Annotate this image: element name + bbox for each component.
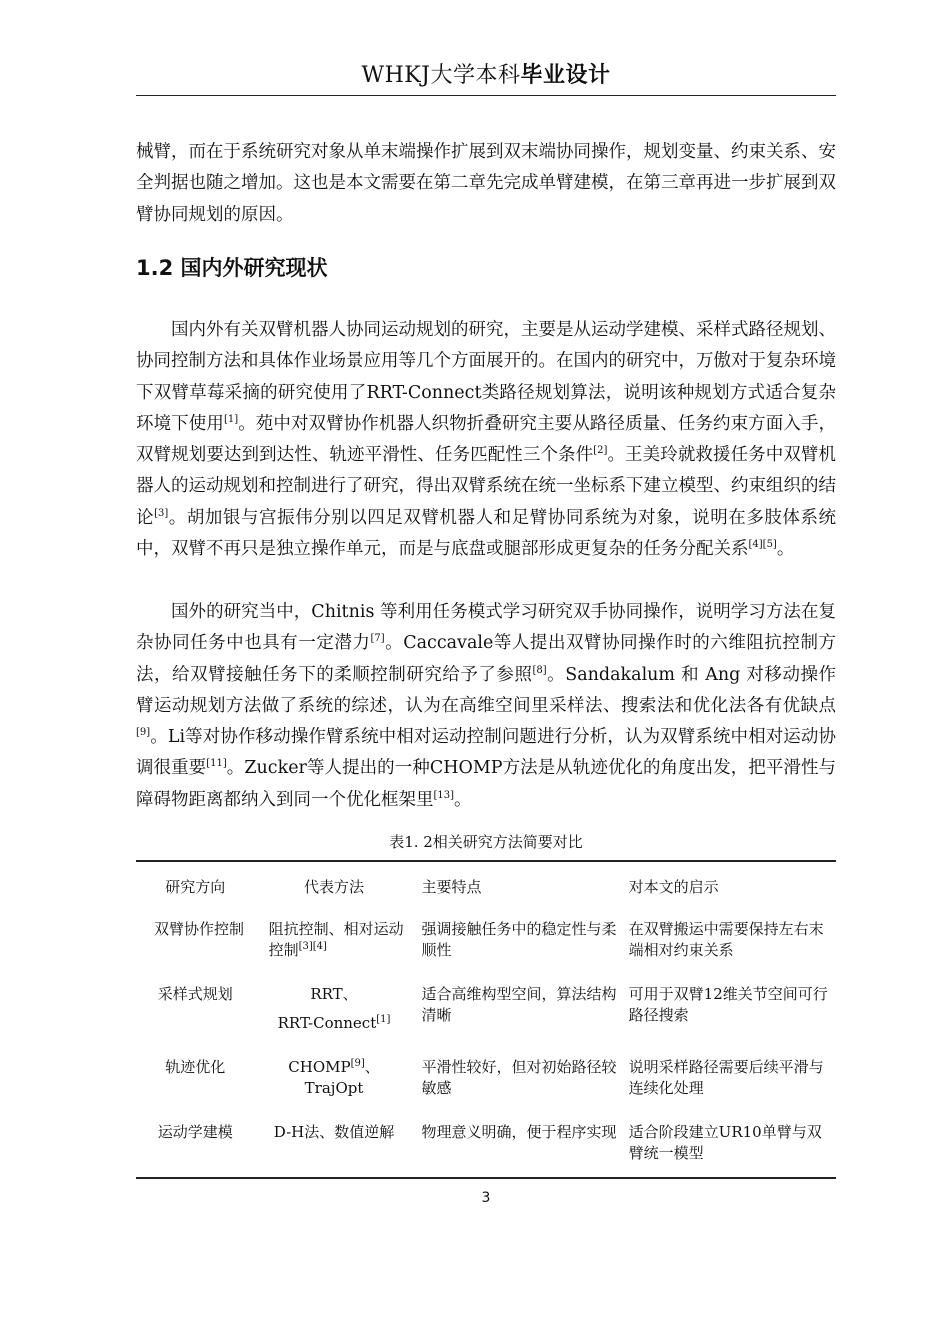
method-text: 、 xyxy=(364,1058,380,1076)
citation: [2] xyxy=(593,445,608,457)
method-text: 阻抗控制、相对运动控制 xyxy=(268,920,404,959)
paragraph-text: 国外的研究当中，Chitnis 等利用任务模式学习研究双手协同操作，说明学习方法在复杂协同任务中也具有一定潜力 xyxy=(136,602,836,654)
paragraph-text: 。胡加银与宫振伟分别以四足双臂机器人和足臂协同系统为对象，说明在多肢体系统中，双臂不再只是独立操作单元，而是与底盘或腿部形成更复杂的任务分配关系 xyxy=(136,507,837,560)
table-cell-insight: 可用于双臂12维关节空间可行路径搜索 xyxy=(628,985,828,1024)
header-school: WHKJ大学本科 xyxy=(361,63,521,88)
paragraph-text: 国内外有关双臂机器人协同运动规划的研究，主要是从运动学建模、采样式路径规划、协同控制方法和具体作业场景应用等几个方面展开的。在国内的研究中，万傲对于复杂环境下双臂草莓采摘的研究使用了RRT-Connect类路径规划算法，说明该种规划方式适合复杂环境下使用 xyxy=(136,320,836,434)
method-line xyxy=(255,1057,414,1078)
column-header: 代表方法 xyxy=(304,878,365,896)
column-header: 研究方向 xyxy=(165,878,226,896)
paragraph-text: 。 xyxy=(776,539,795,560)
method-text: RRT-Connect xyxy=(277,1014,377,1032)
citation: [8] xyxy=(532,664,547,676)
citation: [7] xyxy=(370,633,385,645)
citation: [4][5] xyxy=(748,539,777,551)
paragraph-text: 。Li等对协作移动操作臂系统中相对运动控制问题进行分析，认为双臂系统中相对运动协调很重要 xyxy=(136,727,836,779)
table-row xyxy=(136,909,836,974)
table-cell-feature: 适合高维构型空间，算法结构清晰 xyxy=(421,985,617,1024)
comparison-table xyxy=(136,860,836,1179)
table-cell-direction: 运动学建模 xyxy=(157,1123,233,1141)
table-cell-insight: 在双臂搬运中需要保持左右末端相对约束关系 xyxy=(628,920,824,959)
table-cell-method: D-H法、数值逆解 xyxy=(273,1123,395,1141)
table-cell-feature: 强调接触任务中的稳定性与柔顺性 xyxy=(421,920,617,959)
table-cell-insight: 说明采样路径需要后续平滑与连续化处理 xyxy=(628,1058,824,1097)
table-cell-direction: 采样式规划 xyxy=(157,985,233,1003)
page-number: 3 xyxy=(481,1190,491,1206)
citation: [3] xyxy=(154,507,169,519)
citation: [3][4] xyxy=(298,941,327,952)
paragraph-foreign-research xyxy=(136,597,836,816)
table-cell-method xyxy=(255,974,414,1047)
citation: [1] xyxy=(376,1014,391,1025)
paragraph-intro-continued: 械臂，而在于系统研究对象从单末端操作扩展到双末端协同操作，规划变量、约束关系、安全判据也随之增加。这也是本文需要在第二章先完成单臂建模，在第三章再进一步扩展到双臂协同规划的原因。 xyxy=(136,142,836,225)
method-line xyxy=(255,1013,414,1034)
method-line: TrajOpt xyxy=(304,1079,364,1097)
table-cell-method xyxy=(255,1047,414,1112)
table-cell-direction: 双臂协作控制 xyxy=(154,920,245,938)
method-text: CHOMP xyxy=(288,1058,351,1076)
table-row xyxy=(136,1047,836,1112)
table-cell-method xyxy=(255,909,414,974)
header-rule xyxy=(136,95,836,96)
method-line: RRT、 xyxy=(310,985,358,1003)
column-header: 主要特点 xyxy=(421,878,482,896)
paragraph-text: 。苑中对双臂协作机器人织物折叠研究主要从路径质量、任务约束方面入手，双臂规划要达到到达性、轨迹平滑性、任务匹配性三个条件 xyxy=(136,413,837,466)
table-caption: 表1. 2相关研究方法简要对比 xyxy=(389,833,583,851)
column-header: 对本文的启示 xyxy=(628,878,719,896)
paragraph-text: 。王美玲就救援任务中双臂机器人的运动规划和控制进行了研究，得出双臂系统在统一坐标系下建立模型、约束组织的结论 xyxy=(136,445,836,528)
page-header xyxy=(136,58,836,93)
citation: [1] xyxy=(223,414,239,426)
header-title: 毕业设计 xyxy=(520,62,611,88)
table-header-row xyxy=(136,861,836,909)
table-cell-direction: 轨迹优化 xyxy=(165,1058,226,1076)
paragraph-text: 。Zucker等人提出的一种CHOMP方法是从轨迹优化的角度出发，把平滑性与障碍物距离都纳入到同一个优化框架里 xyxy=(136,758,837,810)
paragraph-text: 。 xyxy=(454,789,472,810)
paragraph-text: 。Caccavale等人提出双臂协同操作时的六维阻抗控制方法，给双臂接触任务下的柔顺控制研究给予了参照 xyxy=(136,633,836,685)
citation: [13] xyxy=(433,789,455,801)
table-row xyxy=(136,1112,836,1178)
citation: [11] xyxy=(206,758,227,770)
table-row xyxy=(136,974,836,1047)
table-cell-feature: 物理意义明确，便于程序实现 xyxy=(421,1123,617,1141)
section-heading: 1.2 国内外研究现状 xyxy=(136,256,328,280)
table-cell-insight: 适合阶段建立UR10单臂与双臂统一模型 xyxy=(628,1123,822,1162)
citation: [9] xyxy=(350,1058,365,1069)
table-cell-feature: 平滑性较好，但对初始路径较敏感 xyxy=(421,1058,617,1097)
paragraph-text: 。Sandakalum 和 Ang 对移动操作臂运动规划方法做了系统的综述，认为在高维空间里采样法、搜索法和优化法各有优缺点 xyxy=(136,664,836,716)
paragraph-domestic-research xyxy=(136,315,836,565)
citation: [9] xyxy=(136,727,151,739)
